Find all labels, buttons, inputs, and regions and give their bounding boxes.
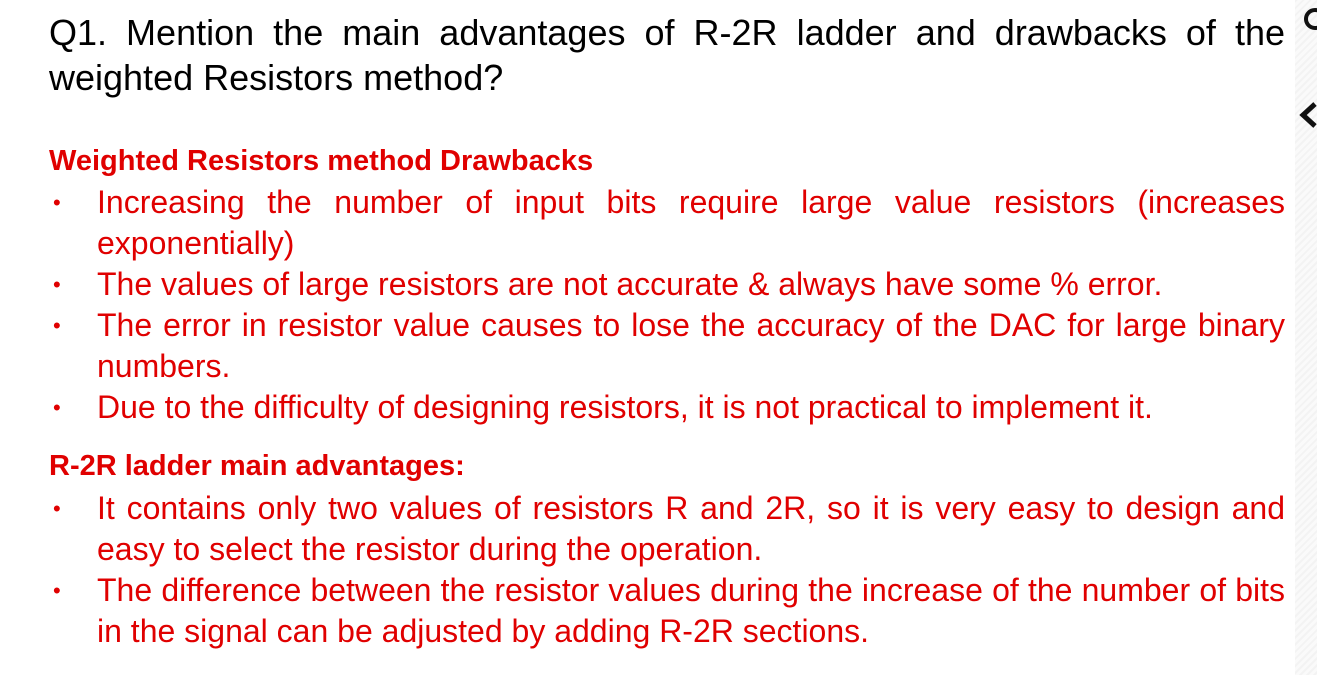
advantages-list bbox=[49, 488, 1285, 652]
list-item-text: Increasing the number of input bits require large value resistors (increases exponentially) bbox=[97, 184, 1285, 261]
bullet-icon: • bbox=[53, 496, 61, 521]
search-icon[interactable] bbox=[1295, 6, 1317, 36]
list-item-text: The error in resistor value causes to lose the accuracy of the DAC for large binary numbers. bbox=[97, 307, 1285, 384]
list-item bbox=[49, 264, 1285, 305]
bullet-icon: • bbox=[53, 395, 61, 420]
list-item bbox=[49, 305, 1285, 387]
list-item bbox=[49, 570, 1285, 652]
list-item bbox=[49, 488, 1285, 570]
bullet-icon: • bbox=[53, 272, 61, 297]
list-item-text: The values of large resistors are not accurate & always have some % error. bbox=[97, 266, 1163, 302]
bullet-icon: • bbox=[53, 313, 61, 338]
bullet-icon: • bbox=[53, 578, 61, 603]
list-item bbox=[49, 182, 1285, 264]
question-text: Q1. Mention the main advantages of R-2R ladder and drawbacks of the weighted Resistors method? bbox=[49, 12, 1285, 98]
list-item-text: The difference between the resistor values during the increase of the number of bits in the signal can be adjusted by adding R-2R sections. bbox=[97, 572, 1285, 649]
bullet-icon: • bbox=[53, 190, 61, 215]
list-item bbox=[49, 387, 1285, 428]
drawbacks-heading: Weighted Resistors method Drawbacks bbox=[49, 145, 594, 177]
advantages-heading: R-2R ladder main advantages: bbox=[49, 450, 465, 482]
list-item-text: It contains only two values of resistors R and 2R, so it is very easy to design and easy to select the resistor during the operation. bbox=[97, 490, 1285, 567]
drawbacks-list bbox=[49, 182, 1285, 428]
list-item-text: Due to the difficulty of designing resistors, it is not practical to implement it. bbox=[97, 389, 1153, 425]
chevron-left-icon[interactable] bbox=[1295, 100, 1317, 130]
